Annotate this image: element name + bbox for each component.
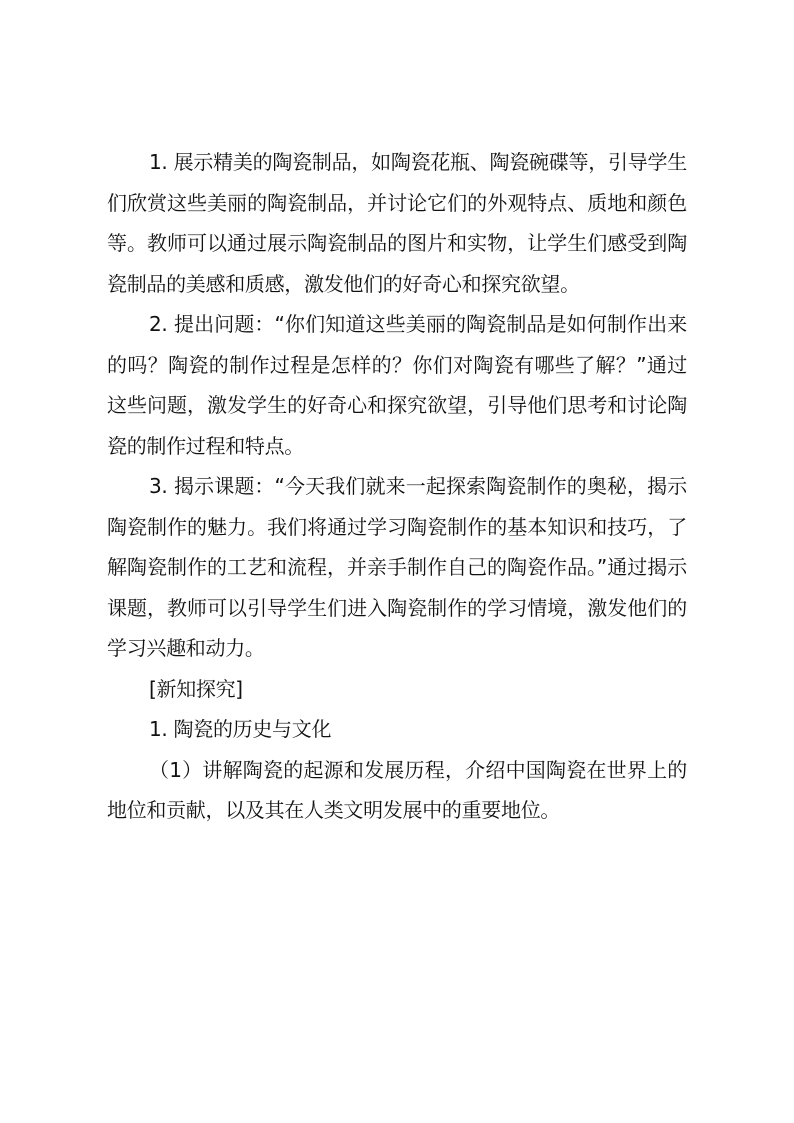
paragraph-display-ceramics: 1. 展示精美的陶瓷制品，如陶瓷花瓶、陶瓷碗碟等，引导学生们欣赏这些美丽的陶瓷制品，并讨论它们的外观特点、质地和颜色等。教师可以通过展示陶瓷制品的图片和实物，让学生们感受到陶瓷制品的美感和质感，激发他们的好奇心和探究欲望。 xyxy=(107,150,687,296)
paragraph-reveal-topic: 3. 揭示课题：“今天我们就来一起探索陶瓷制作的奥秘，揭示陶瓷制作的魅力。我们将通过学习陶瓷制作的基本知识和技巧，了解陶瓷制作的工艺和流程，并亲手制作自己的陶瓷作品。”通过揭示课题，教师可以引导学生们进入陶瓷制作的学习情境，激发他们的学习兴趣和动力。 xyxy=(107,474,687,660)
paragraph-origin-development: （1）讲解陶瓷的起源和发展历程，介绍中国陶瓷在世界上的地位和贡献，以及其在人类文明发展中的重要地位。 xyxy=(107,757,687,822)
document-body xyxy=(107,142,687,831)
section-heading-new-knowledge: [新知探究] xyxy=(149,676,243,701)
subheading-history-culture: 1. 陶瓷的历史与文化 xyxy=(149,717,332,741)
paragraph-ask-questions: 2. 提出问题：“你们知道这些美丽的陶瓷制品是如何制作出来的吗？陶瓷的制作过程是怎样的？你们对陶瓷有哪些了解？”通过这些问题，激发学生的好奇心和探究欲望，引导他们思考和讨论陶瓷的制作过程和特点。 xyxy=(107,312,687,458)
